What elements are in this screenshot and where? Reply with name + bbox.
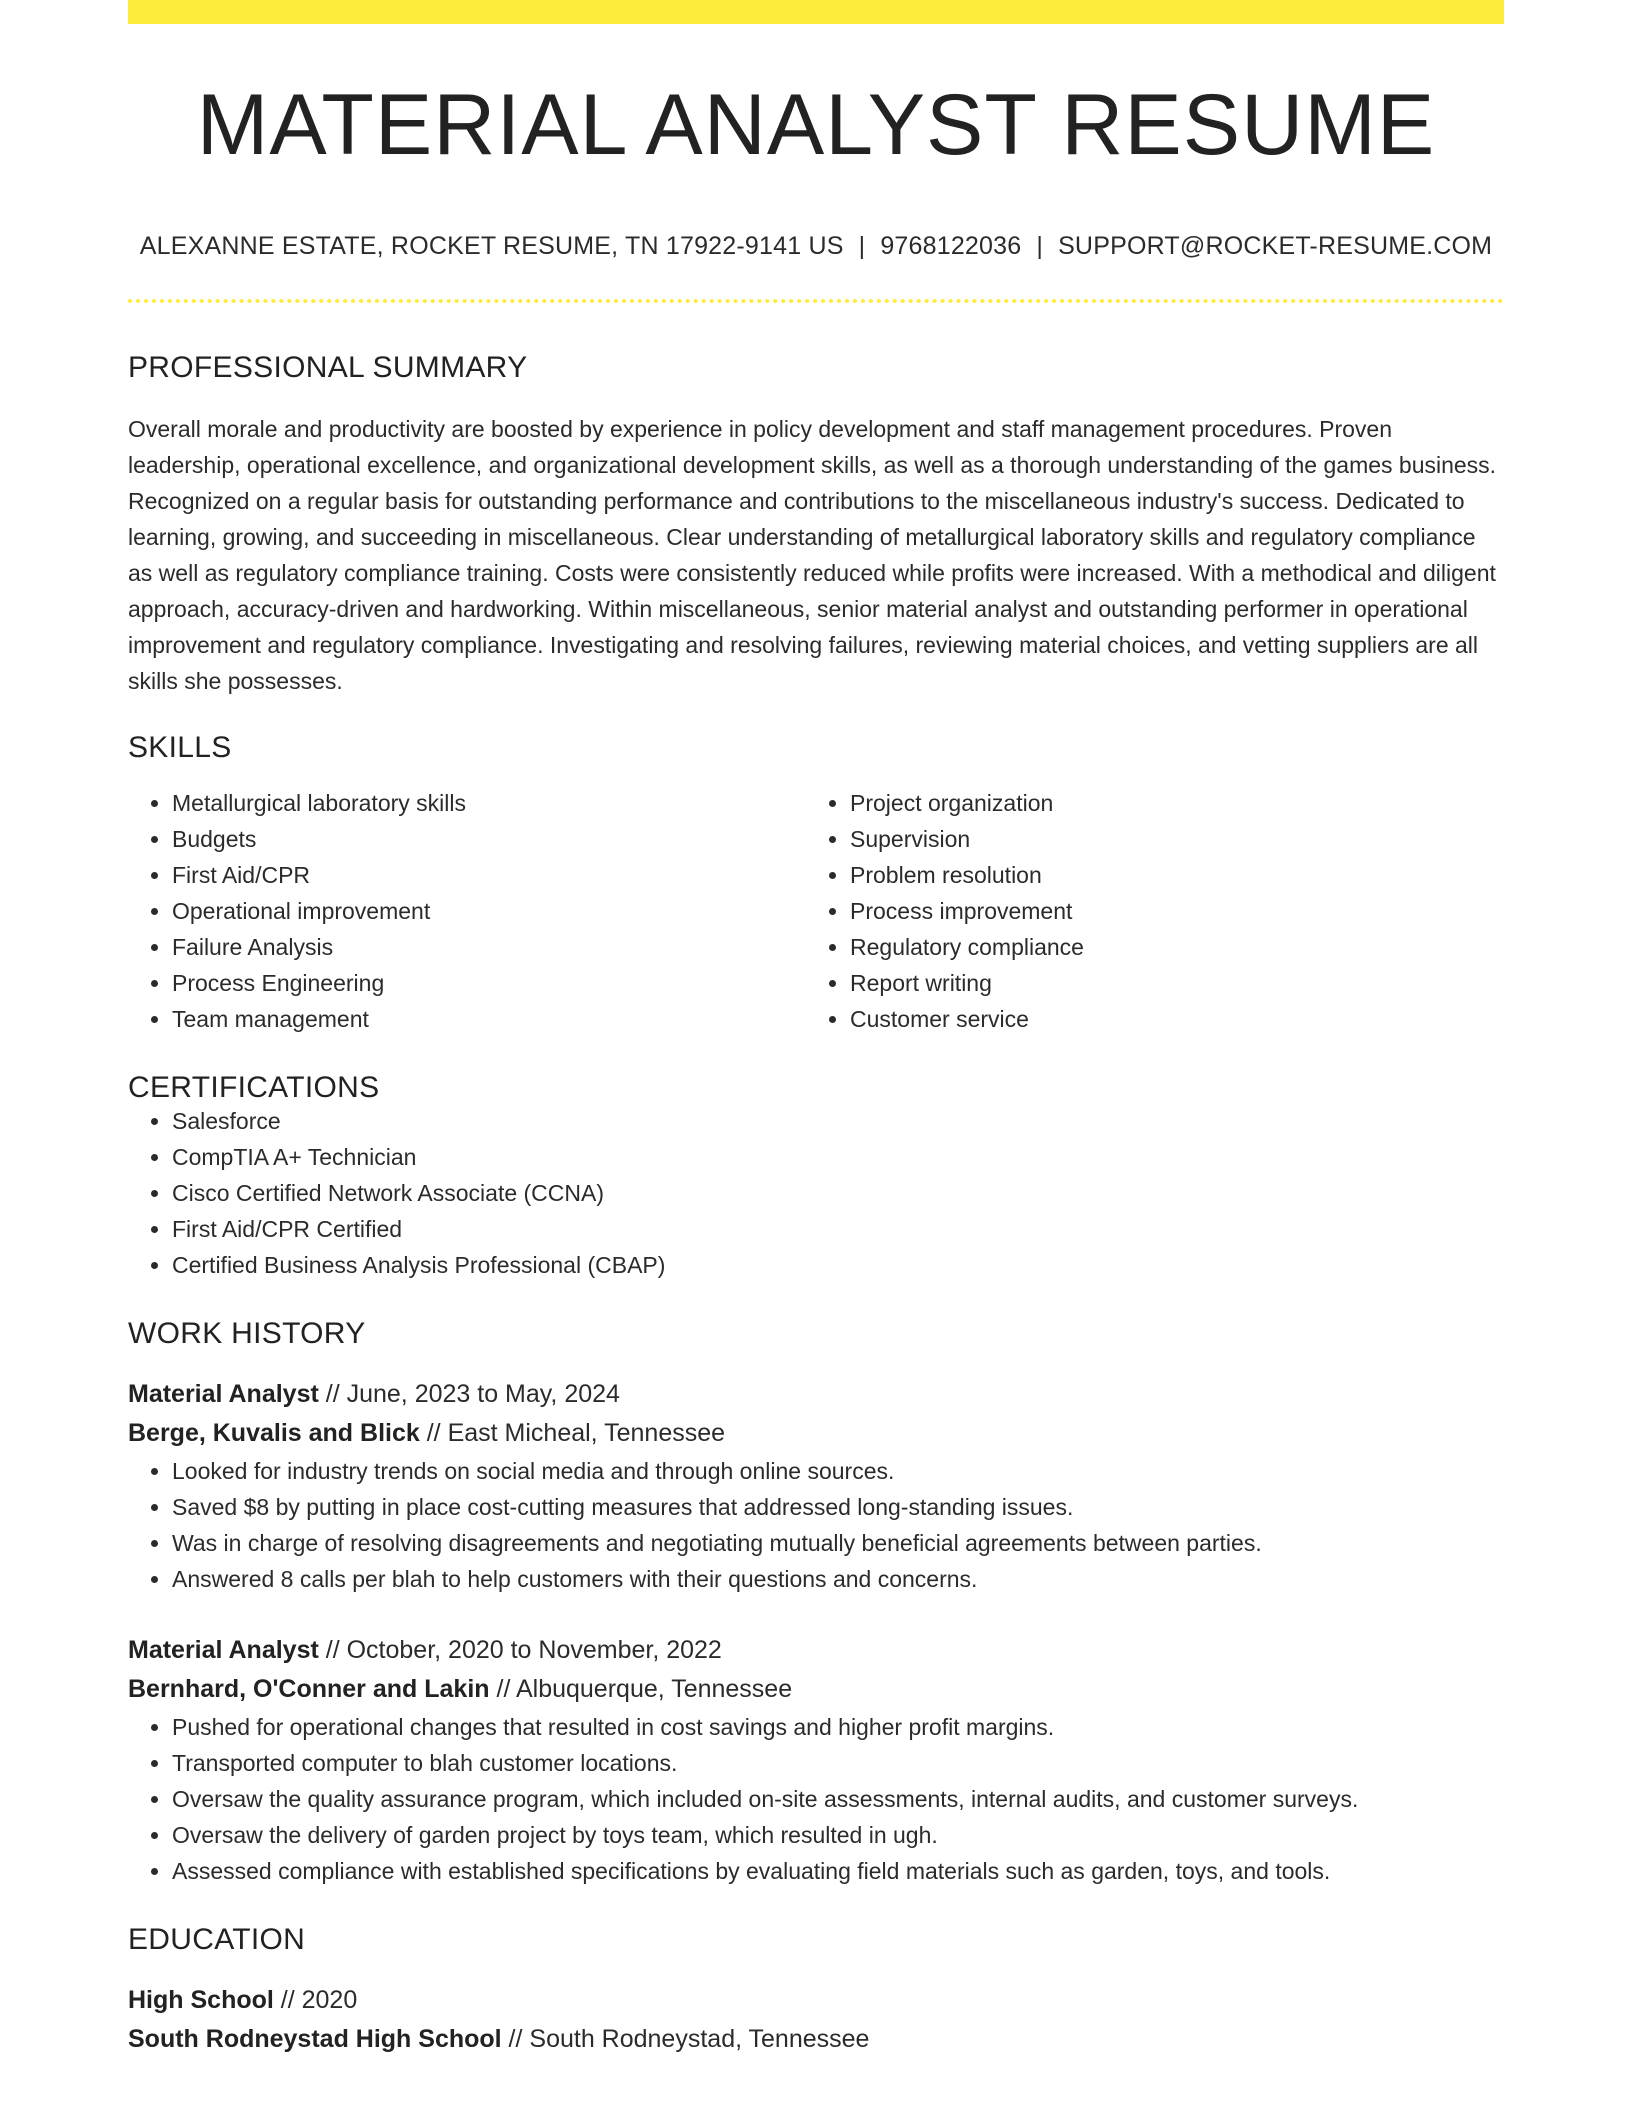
skill-item: • Operational improvement (172, 893, 806, 929)
certifications-heading: CERTIFICATIONS (128, 1071, 380, 1104)
certification-item: • CompTIA A+ Technician (172, 1139, 1504, 1175)
education-degree-line (128, 1981, 1504, 2020)
job-bullet: • Oversaw the delivery of garden project by toys team, which resulted in ugh. (172, 1817, 1504, 1853)
education-year: // 2020 (273, 1986, 358, 2014)
contact-email: SUPPORT@ROCKET-RESUME.COM (1058, 232, 1493, 260)
contact-separator: | (858, 232, 866, 260)
job-bullets (128, 1453, 1504, 1597)
skill-item: • Project organization (850, 785, 1484, 821)
job-company: Berge, Kuvalis and Blick (128, 1419, 420, 1447)
skill-item: • Customer service (850, 1001, 1484, 1037)
certification-item: • Cisco Certified Network Associate (CCNA) (172, 1175, 1504, 1211)
certification-item: • First Aid/CPR Certified (172, 1211, 1504, 1247)
skill-item: • Team management (172, 1001, 806, 1037)
skills-column-right (806, 785, 1484, 1037)
skills-heading: SKILLS (128, 731, 232, 764)
job-bullet: • Saved $8 by putting in place cost-cutting measures that addressed long-standing issues. (172, 1489, 1504, 1525)
skills-column-left (128, 785, 806, 1037)
education-school: South Rodneystad High School (128, 2025, 502, 2053)
education-school-line (128, 2020, 1504, 2059)
job-bullet: • Pushed for operational changes that resulted in cost savings and higher profit margins. (172, 1709, 1504, 1745)
contact-phone: 9768122036 (880, 232, 1022, 260)
resume-page (128, 0, 1504, 2059)
job-entry (128, 1375, 1504, 1597)
certifications-list (128, 1103, 1504, 1283)
job-bullet: • Answered 8 calls per blah to help customers with their questions and concerns. (172, 1561, 1504, 1597)
skill-item: • Problem resolution (850, 857, 1484, 893)
summary-text: Overall morale and productivity are boosted by experience in policy development and staff management procedures. Proven leadership, operational excellence, and organizational development skills, as well as a thorough understanding of the games business. Recognized on a regular basis for outstanding performance and contributions to the miscellaneous industry's success. Dedicated to learning, growing, and succeeding in miscellaneous. Clear understanding of metallurgical laboratory skills and regulatory compliance as well as regulatory compliance training. Costs were consistently reduced while profits were increased. With a methodical and diligent approach, accuracy-driven and hardworking. Within miscellaneous, senior material analyst and outstanding performer in operational improvement and regulatory compliance. Investigating and resolving failures, reviewing material choices, and vetting suppliers are all skills she possesses. (128, 416, 1497, 694)
skill-item: • First Aid/CPR (172, 857, 806, 893)
job-dates: // October, 2020 to November, 2022 (318, 1636, 722, 1664)
skill-item: • Process improvement (850, 893, 1484, 929)
certification-item: • Salesforce (172, 1103, 1504, 1139)
job-title-line (128, 1375, 1504, 1414)
job-bullet: • Assessed compliance with established specifications by evaluating field materials such as garden, toys, and tools. (172, 1853, 1504, 1889)
skill-item: • Report writing (850, 965, 1484, 1001)
job-title-line (128, 1631, 1504, 1670)
certification-item: • Certified Business Analysis Professional (CBAP) (172, 1247, 1504, 1283)
job-dates: // June, 2023 to May, 2024 (318, 1380, 620, 1408)
work-history-heading: WORK HISTORY (128, 1317, 366, 1350)
dotted-divider (128, 299, 1504, 303)
education-entry (128, 1981, 1504, 2059)
job-location: // Albuquerque, Tennessee (489, 1675, 793, 1703)
job-bullet: • Oversaw the quality assurance program, which included on-site assessments, internal audits, and customer surveys. (172, 1781, 1504, 1817)
skill-item: • Failure Analysis (172, 929, 806, 965)
job-bullet: • Transported computer to blah customer locations. (172, 1745, 1504, 1781)
job-bullet: • Was in charge of resolving disagreements and negotiating mutually beneficial agreements between parties. (172, 1525, 1504, 1561)
job-location: // East Micheal, Tennessee (419, 1419, 726, 1447)
job-company-line (128, 1670, 1504, 1709)
skill-item: • Regulatory compliance (850, 929, 1484, 965)
job-bullets (128, 1709, 1504, 1889)
contact-address: ALEXANNE ESTATE, ROCKET RESUME, TN 17922-9141 US (139, 232, 844, 260)
summary-heading: PROFESSIONAL SUMMARY (128, 351, 528, 384)
education-degree: High School (128, 1986, 274, 2014)
skill-item: • Metallurgical laboratory skills (172, 785, 806, 821)
job-company-line (128, 1414, 1504, 1453)
job-title: Material Analyst (128, 1380, 319, 1408)
education-location: // South Rodneystad, Tennessee (501, 2025, 870, 2053)
job-bullet: • Looked for industry trends on social media and through online sources. (172, 1453, 1504, 1489)
resume-title: MATERIAL ANALYST RESUME (196, 77, 1436, 173)
accent-top-bar (128, 0, 1504, 24)
skill-item: • Process Engineering (172, 965, 806, 1001)
contact-line (128, 234, 1504, 259)
skill-item: • Budgets (172, 821, 806, 857)
job-title: Material Analyst (128, 1636, 319, 1664)
education-heading: EDUCATION (128, 1923, 306, 1956)
skills-grid (128, 785, 1504, 1037)
contact-separator: | (1036, 232, 1044, 260)
skill-item: • Supervision (850, 821, 1484, 857)
job-entry (128, 1631, 1504, 1889)
job-company: Bernhard, O'Conner and Lakin (128, 1675, 490, 1703)
